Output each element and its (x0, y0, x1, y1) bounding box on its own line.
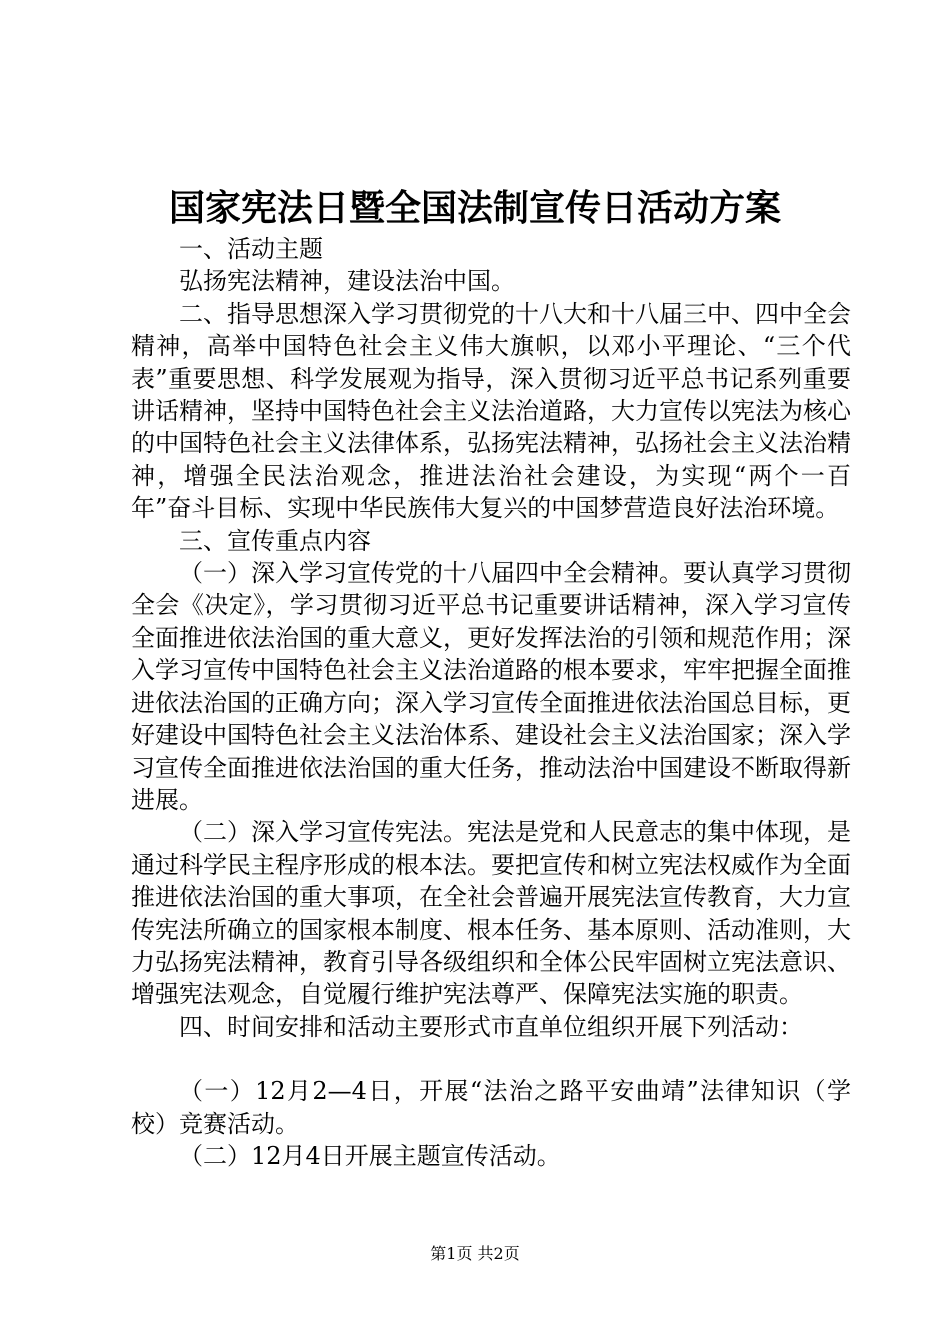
paragraph-guiding-ideology: 二、指导思想深入学习贯彻党的十八大和十八届三中、四中全会精神，高举中国特色社会主义伟大旗帜，以邓小平理论、“三个代表”重要思想、科学发展观为指导，深入贯彻习近平总书记系列重要讲话精神，坚持中国特色社会主义法治道路，大力宣传以宪法为核心的中国特色社会主义法律体系，弘扬宪法精神，弘扬社会主义法治精神，增强全民法治观念，推进法治社会建设，为实现“两个一百年”奋斗目标、实现中华民族伟大复兴的中国梦营造良好法治环境。 (131, 299, 851, 523)
paragraph-theme: 弘扬宪法精神，建设法治中国。 (179, 267, 515, 296)
section-heading-schedule: 四、时间安排和活动主要形式市直单位组织开展下列活动： (179, 1012, 803, 1041)
section-heading-theme: 一、活动主题 (179, 235, 323, 263)
page-indicator: 第1页 共2页 (430, 1244, 520, 1263)
document-body (131, 233, 851, 1172)
section-heading-key-content: 三、宣传重点内容 (179, 526, 371, 555)
paragraph-schedule-2: （二）12月4日开展主题宣传活动。 (179, 1141, 561, 1170)
paragraph-schedule-1: （一）12月2—4日，开展“法治之路平安曲靖”法律知识（学校）竞赛活动。 (131, 1077, 851, 1138)
paragraph-key-content-2: （二）深入学习宣传宪法。宪法是党和人民意志的集中体现，是通过科学民主程序形成的根本法。要把宣传和树立宪法权威作为全面推进依法治国的重大事项，在全社会普遍开展宪法宣传教育，大力宣传宪法所确立的国家根本制度、根本任务、基本原则、活动准则，大力弘扬宪法精神，教育引导各级组织和全体公民牢固树立宪法意识、增强宪法观念，自觉履行维护宪法尊严、保障宪法实施的职责。 (131, 818, 851, 1009)
document-title: 国家宪法日暨全国法制宣传日活动方案 (168, 187, 781, 229)
paragraph-key-content-1: （一）深入学习宣传党的十八届四中全会精神。要认真学习贯彻全会《决定》，学习贯彻习近平总书记重要讲话精神，深入学习宣传全面推进依法治国的重大意义，更好发挥法治的引领和规范作用；深入学习宣传中国特色社会主义法治道路的根本要求，牢牢把握全面推进依法治国的正确方向；深入学习宣传全面推进依法治国总目标，更好建设中国特色社会主义法治体系、建设社会主义法治国家；深入学习宣传全面推进依法治国的重大任务，推动法治中国建设不断取得新进展。 (131, 559, 851, 814)
